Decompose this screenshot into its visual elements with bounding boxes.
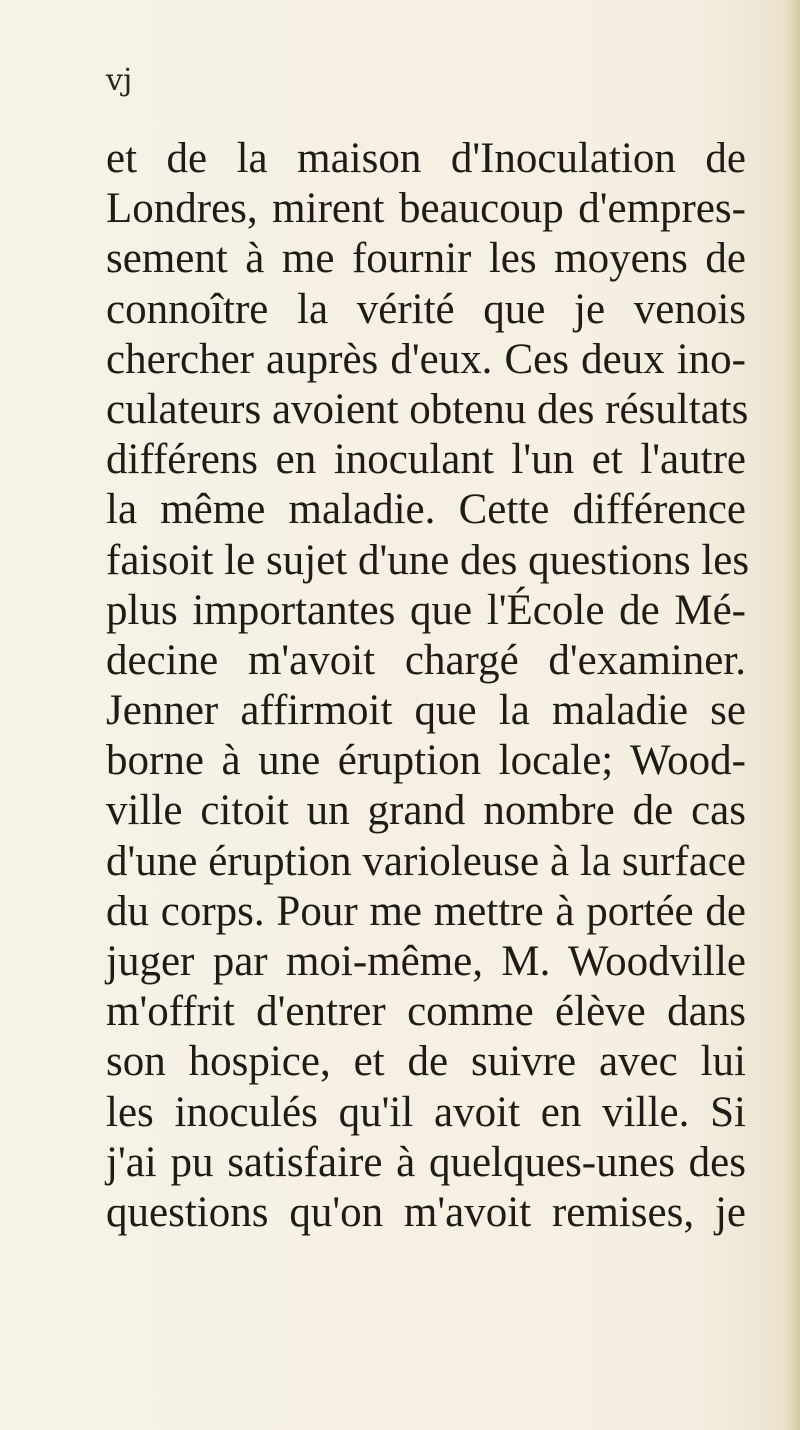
text-line: sement à me fournir les moyens de — [106, 235, 746, 283]
text-line: Jenner affirmoit que la maladie se — [106, 687, 746, 735]
text-line: du corps. Pour me mettre à portée de — [106, 887, 746, 935]
text-line: différens en inoculant l'un et l'autre — [106, 436, 746, 484]
text-line: plus importantes que l'École de Mé- — [106, 586, 746, 634]
text-line: decine m'avoit chargé d'examiner. — [106, 636, 746, 684]
text-line: faisoit le sujet d'une des questions les — [106, 536, 750, 584]
text-line: d'une éruption varioleuse à la surface — [106, 837, 746, 885]
text-line: m'offrit d'entrer comme élève dans — [106, 988, 746, 1036]
text-line: connoître la vérité que je venois — [106, 285, 746, 333]
signature-mark: vj — [106, 63, 133, 98]
text-line: borne à une éruption locale; Wood- — [106, 737, 746, 785]
body-text — [106, 134, 750, 1238]
text-line: juger par moi-même, M. Woodville — [106, 938, 746, 985]
text-line: ville citoit un grand nombre de cas — [106, 787, 746, 835]
text-line: son hospice, et de suivre avec lui — [106, 1038, 746, 1086]
text-line: les inoculés qu'il avoit en ville. Si — [106, 1088, 746, 1136]
text-line: la même maladie. Cette différence — [106, 486, 746, 534]
text-line: Londres, mirent beaucoup d'empres- — [106, 185, 746, 233]
text-line: questions qu'on m'avoit remises, je — [106, 1188, 746, 1236]
text-line: j'ai pu satisfaire à quelques-unes des — [106, 1138, 746, 1186]
text-line: chercher auprès d'eux. Ces deux ino- — [106, 335, 746, 383]
page-edge-shadow — [786, 0, 800, 1430]
text-line: culateurs avoient obtenu des résultats — [106, 385, 749, 433]
text-line: et de la maison d'Inoculation de — [106, 135, 746, 182]
